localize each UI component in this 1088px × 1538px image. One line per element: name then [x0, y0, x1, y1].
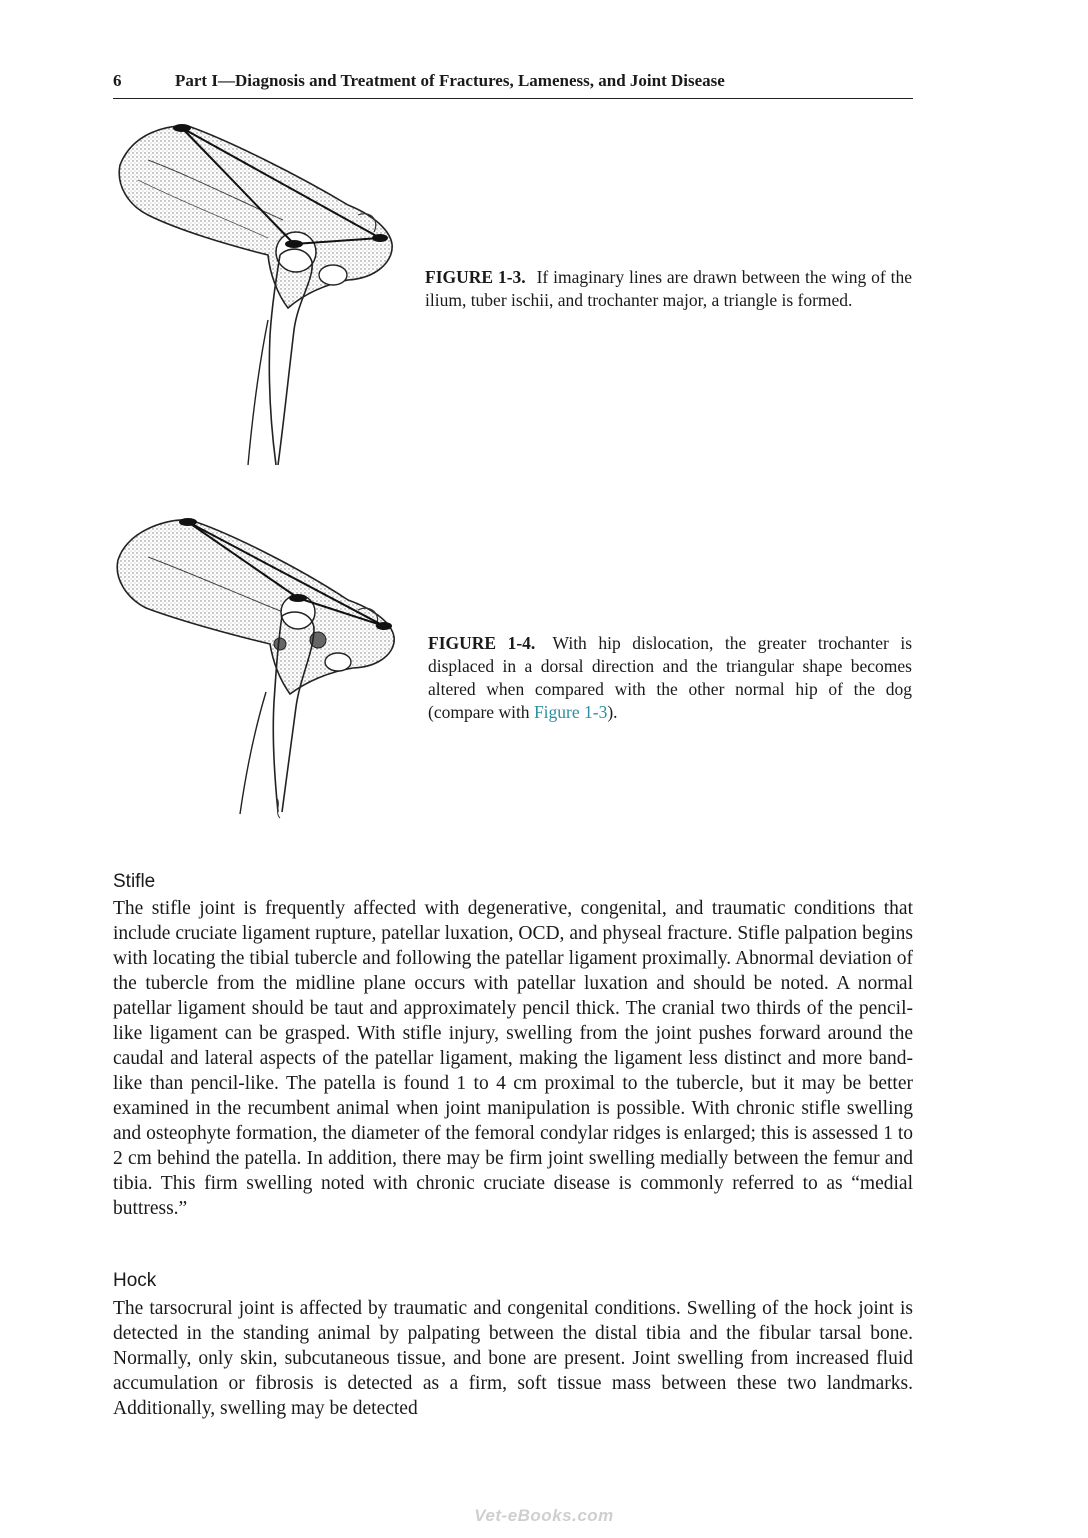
- page-number: 6: [113, 71, 122, 90]
- figure-1-3-illustration: [108, 120, 408, 470]
- caption-text: If imaginary lines are drawn between the wing of the ilium, tuber ischii, and trochanter major, a triangle is formed.: [425, 267, 913, 310]
- stifle-paragraph: [113, 896, 913, 1221]
- hock-paragraph: [113, 1296, 913, 1421]
- paragraph-text: The tarsocrural joint is affected by traumatic and congenital conditions. Swelling of the hock joint is detected in the standing animal by palpating between the distal tibia and the fibular tarsal bone. Normally, only skin, subcutaneous tissue, and bone are present. Joint swelling from increased fluid accumulation or fibrosis is detected as a firm, soft tissue mass between these two landmarks. Additionally, swelling may be detected: [113, 1298, 913, 1419]
- paragraph-text: The stifle joint is frequently affected with degenerative, congenital, and traumatic conditions that include cruciate ligament rupture, patellar luxation, OCD, and physeal fracture. Stifle palpation begins with locating the tibial tubercle and following the patellar ligament proximally. Abnormal deviation of the tubercle from the midline plane occurs with patellar luxation and should be noted. A normal patellar ligament should be taut and approximately pencil thick. The cranial two thirds of the pencil-like ligament can be grasped. With stifle injury, swelling from the joint pushes forward around the caudal and lateral aspects of the patellar ligament, making the ligament less distinct and more band-like than pencil-like. The patella is found 1 to 4 cm proximal to the tubercle, but it may be better examined in the recumbent animal when joint manipulation is possible. With chronic stifle swelling and osteophyte formation, the diameter of the femoral condylar ridges is enlarged; this is assessed 1 to 2 cm behind the patella. In addition, there may be firm joint swelling medially between the femur and tibia. This firm swelling noted with chronic cruciate disease is commonly referred to as “medial buttress.”: [113, 898, 913, 1219]
- figure-1-4-caption: [428, 632, 912, 724]
- caption-text-end: ).: [607, 702, 618, 722]
- figure-label: FIGURE 1-4.: [428, 633, 536, 653]
- running-head: [113, 68, 913, 99]
- figure-1-4-illustration: [108, 512, 408, 832]
- watermark: Vet-eBooks.com: [474, 1506, 614, 1525]
- section-heading-stifle: Stifle: [113, 871, 156, 892]
- caption-text: With hip dislocation, the greater trochanter is displaced in a dorsal direction and the triangular shape becomes altered when compared with the other normal hip of the dog (compare with: [428, 633, 913, 722]
- figure-1-3-caption: [425, 266, 912, 312]
- figure-label: FIGURE 1-3.: [425, 267, 526, 287]
- section-heading-hock: Hock: [113, 1270, 157, 1291]
- running-title: Part I—Diagnosis and Treatment of Fractures, Lameness, and Joint Disease: [175, 71, 725, 90]
- figure-1-3-link[interactable]: Figure 1-3: [533, 702, 608, 722]
